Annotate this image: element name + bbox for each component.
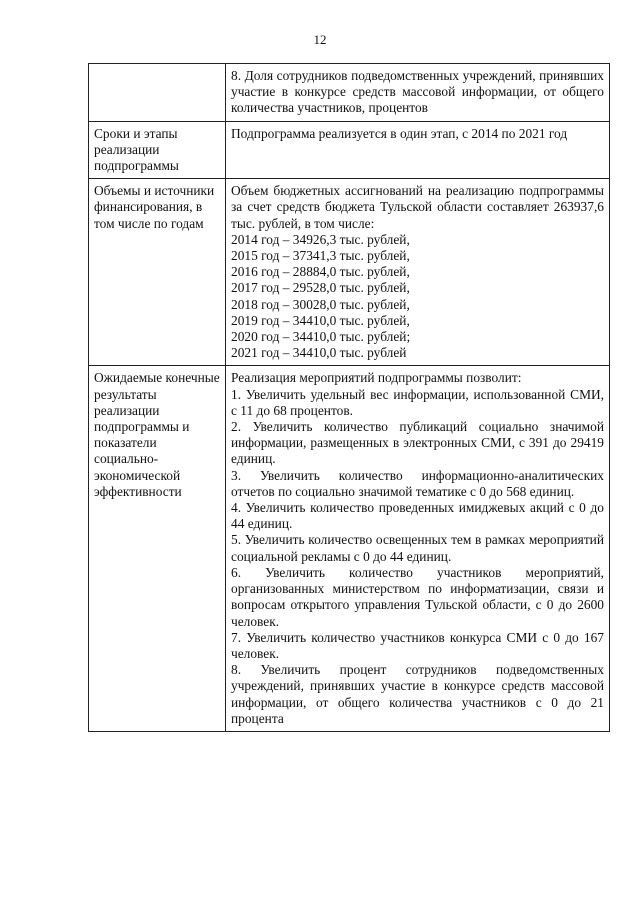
content-line: 2015 год – 37341,3 тыс. рублей, bbox=[231, 248, 410, 264]
content-line: 5. Увеличить количество освещенных тем в рамках мероприятий социальной рекламы с 0 до 44 единиц. bbox=[231, 532, 604, 564]
content-line: 2014 год – 34926,3 тыс. рублей, bbox=[231, 231, 410, 247]
table-row bbox=[89, 366, 610, 731]
page-number: 12 bbox=[313, 32, 327, 47]
row-label: Сроки и этапы реализации подпрограммы bbox=[89, 121, 226, 179]
table-row bbox=[89, 121, 610, 179]
row-content bbox=[226, 64, 610, 122]
content-line: 2020 год – 34410,0 тыс. рублей; bbox=[231, 329, 411, 345]
content-line: 2017 год – 29528,0 тыс. рублей, bbox=[231, 280, 410, 296]
table-row bbox=[89, 179, 610, 366]
content-line: 2019 год – 34410,0 тыс. рублей, bbox=[231, 312, 410, 328]
row-content bbox=[226, 121, 610, 179]
content-line: 2. Увеличить количество публикаций социально значимой информации, размещенных в электронных СМИ, с 391 до 29419 единиц. bbox=[231, 419, 604, 467]
content-line: 6. Увеличить количество участников мероприятий, организованных министерством по информатизации, связи и вопросам открытого управления Тульской области, с 0 до 2600 человек. bbox=[231, 564, 604, 629]
content-line: Реализация мероприятий подпрограммы позволит: bbox=[231, 370, 522, 386]
content-line: 2018 год – 30028,0 тыс. рублей, bbox=[231, 296, 410, 312]
content-line: 8. Доля сотрудников подведомственных учреждений, принявших участие в конкурсе средств массовой информации, от общего количества участников, процентов bbox=[231, 68, 604, 116]
content-line: Объем бюджетных ассигнований на реализацию подпрограммы за счет средств бюджета Тульской области составляет 263937,6 тыс. рублей, в том числе: bbox=[231, 183, 604, 231]
content-line: Подпрограмма реализуется в один этап, с 2014 по 2021 год bbox=[231, 125, 568, 141]
content-line: 3. Увеличить количество информационно-аналитических отчетов по социально значимой тематике с 0 до 568 единиц. bbox=[231, 467, 604, 499]
row-content bbox=[226, 179, 610, 366]
row-content bbox=[226, 366, 610, 731]
content-line: 4. Увеличить количество проведенных имиджевых акций с 0 до 44 единиц. bbox=[231, 500, 604, 532]
row-label: Объемы и источники финансирования, в том числе по годам bbox=[89, 179, 226, 366]
subprogram-passport-table bbox=[88, 63, 610, 732]
content-line: 8. Увеличить процент сотрудников подведомственных учреждений, принявших участие в конкурсе средств массовой информации, от общего количества участников с 0 до 21 процента bbox=[231, 662, 604, 726]
content-line: 2021 год – 34410,0 тыс. рублей bbox=[231, 345, 407, 361]
content-line: 2016 год – 28884,0 тыс. рублей, bbox=[231, 264, 410, 280]
table-row bbox=[89, 64, 610, 122]
content-line: 7. Увеличить количество участников конкурса СМИ с 0 до 167 человек. bbox=[231, 629, 604, 661]
row-label: Ожидаемые конечные результаты реализации подпрограммы и показатели социально-экономической эффективности bbox=[89, 366, 226, 731]
row-label bbox=[89, 64, 226, 122]
content-line: 1. Увеличить удельный вес информации, использованной СМИ, с 11 до 68 процентов. bbox=[231, 386, 604, 418]
